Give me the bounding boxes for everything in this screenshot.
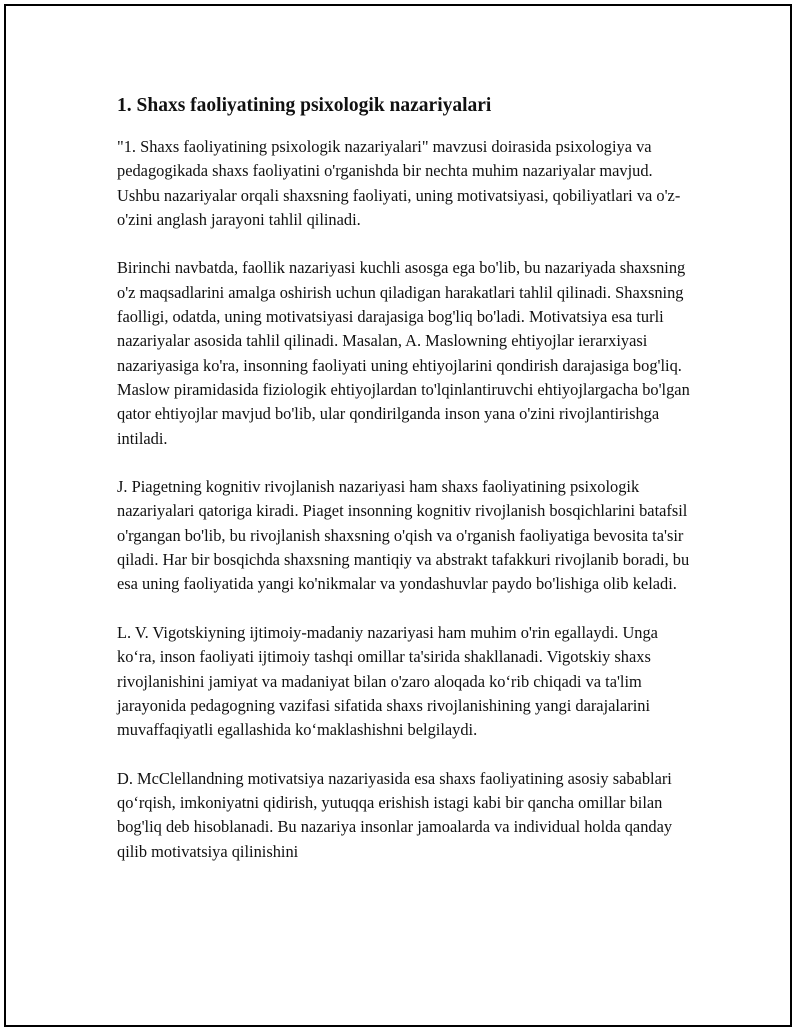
paragraph-activity-theory: Birinchi navbatda, faollik nazariyasi kuchli asosga ega bo'lib, bu nazariyada shaxsning o'z maqsadlarini amalga oshirish uchun qiladigan harakatlari tahlil qilinadi. Shaxsning faolligi, odatda, uning motivatsiyasi darajasiga bog'liq bo'ladi. Motivatsiya esa turli nazariyalar asosida tahlil qilinadi. Masalan, A. Maslowning ehtiyojlar ierarxiyasi nazariyasiga ko'ra, insonning faoliyati uning ehtiyojlarini qondirish darajasiga bog'liq. Maslow piramidasida fiziologik ehtiyojlardan to'lqinlantiruvchi ehtiyojlargacha bo'lgan qator ehtiyojlar mavjud bo'lib, ular qondirilganda inson yana o'zini rivojlantirishga intiladi. bbox=[117, 258, 690, 448]
paragraph-mcclelland: D. McClellandning motivatsiya nazariyasida esa shaxs faoliyatining asosiy sabablari qo‘rqish, imkoniyatni qidirish, yutuqqa erishish istagi kabi bir qancha omillar bilan bog'liq deb hisoblanadi. Bu nazariya insonlar jamoalarda va individual holda qanday qilib motivatsiya qilinishini bbox=[117, 768, 673, 861]
document-body bbox=[117, 93, 697, 888]
paragraph-piaget: J. Piagetning kognitiv rivojlanish nazariyasi ham shaxs faoliyatining psixologik nazariyalari qatoriga kiradi. Piaget insonning kognitiv rivojlanish bosqichlarini batafsil o'rgangan bo'lib, bu rivojlanish shaxsning o'qish va o'rganish faoliyatiga bevosita ta'sir qiladi. Har bir bosqichda shaxsning mantiqiy va abstrakt tafakkuri rivojlanib boradi, bu esa uning faoliyatida yangi ko'nikmalar va yondashuvlar paydo bo'lishiga olib keladi. bbox=[117, 477, 690, 594]
paragraph-vygotsky: L. V. Vigotskiyning ijtimoiy-madaniy nazariyasi ham muhim o'rin egallaydi. Unga ko‘ra, inson faoliyati ijtimoiy tashqi omillar ta'sirida shakllanadi. Vigotskiy shaxs rivojlanishini jamiyat va madaniyat bilan o'zaro aloqada ko‘rib chiqadi va ta'lim jarayonida pedagogning vazifasi sifatida shaxs rivojlanishining yangi darajalarini muvaffaqiyatli egallashida ko‘maklashishni belgilaydi. bbox=[117, 622, 658, 740]
paragraph-intro: "1. Shaxs faoliyatining psixologik nazariyalari" mavzusi doirasida psixologiya va pedagogikada shaxs faoliyatini o'rganishda bir nechta muhim nazariyalar mavjud. Ushbu nazariyalar orqali shaxsning faoliyati, uning motivatsiyasi, qobiliyatlari va o'z-o'zini anglash jarayoni tahlil qilinadi. bbox=[117, 137, 681, 229]
document-title: 1. Shaxs faoliyatining psixologik nazariyalari bbox=[117, 95, 492, 116]
